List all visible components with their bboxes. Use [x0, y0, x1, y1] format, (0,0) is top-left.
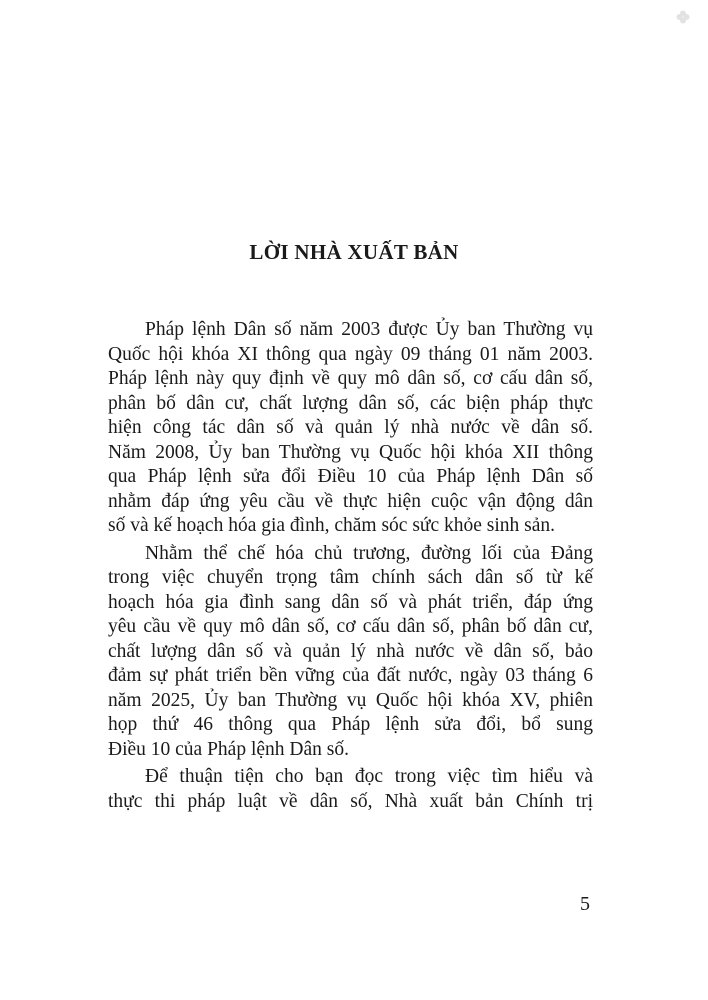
- text-line: Quốc hội khóa XI thông qua ngày 09 tháng 01 năm 2003.: [108, 343, 593, 365]
- paragraph: [108, 765, 593, 814]
- paragraph: [108, 318, 593, 539]
- text-line: Điều 10 của Pháp lệnh Dân số.: [108, 738, 349, 760]
- text-line: Pháp lệnh Dân số năm 2003 được Ủy ban Thường vụ: [145, 319, 593, 340]
- text-line: họp thứ 46 thông qua Pháp lệnh sửa đổi, bổ sung: [108, 714, 593, 735]
- text-line: yêu cầu về quy mô dân số, cơ cấu dân số, phân bố dân cư,: [108, 616, 593, 637]
- text-line: năm 2025, Ủy ban Thường vụ Quốc hội khóa XV, phiên: [108, 689, 593, 711]
- text-line: Để thuận tiện cho bạn đọc trong việc tìm hiểu và: [145, 766, 593, 787]
- text-line: nhằm đáp ứng yêu cầu về thực hiện cuộc vận động dân: [108, 490, 593, 512]
- text-line: đảm sự phát triển bền vững của đất nước, ngày 03 tháng 6: [108, 665, 593, 686]
- text-line: Năm 2008, Ủy ban Thường vụ Quốc hội khóa XII thông: [108, 441, 593, 463]
- page-number: 5: [580, 893, 590, 915]
- text-line: Pháp lệnh này quy định về quy mô dân số, cơ cấu dân số,: [108, 368, 593, 389]
- text-line: hoạch hóa gia đình sang dân số và phát triển, đáp ứng: [108, 591, 593, 613]
- page-title: LỜI NHÀ XUẤT BẢN: [249, 240, 459, 264]
- text-line: thực thi pháp luật về dân số, Nhà xuất bản Chính trị: [108, 790, 593, 812]
- paragraph: [108, 542, 593, 763]
- flower-icon: [676, 10, 690, 24]
- text-line: phân bố dân cư, chất lượng dân số, các biện pháp thực: [108, 392, 593, 414]
- document-body: [108, 318, 593, 814]
- text-line: hiện công tác dân số và quản lý nhà nước về dân số.: [108, 417, 593, 438]
- text-line: Nhằm thể chế hóa chủ trương, đường lối của Đảng: [145, 542, 593, 564]
- text-line: trong việc chuyển trọng tâm chính sách dân số từ kế: [108, 567, 593, 588]
- text-line: số và kế hoạch hóa gia đình, chăm sóc sức khỏe sinh sản.: [108, 515, 556, 536]
- text-line: chất lượng dân số và quản lý nhà nước về dân số, bảo: [108, 640, 593, 662]
- text-line: qua Pháp lệnh sửa đổi Điều 10 của Pháp lệnh Dân số: [108, 466, 593, 487]
